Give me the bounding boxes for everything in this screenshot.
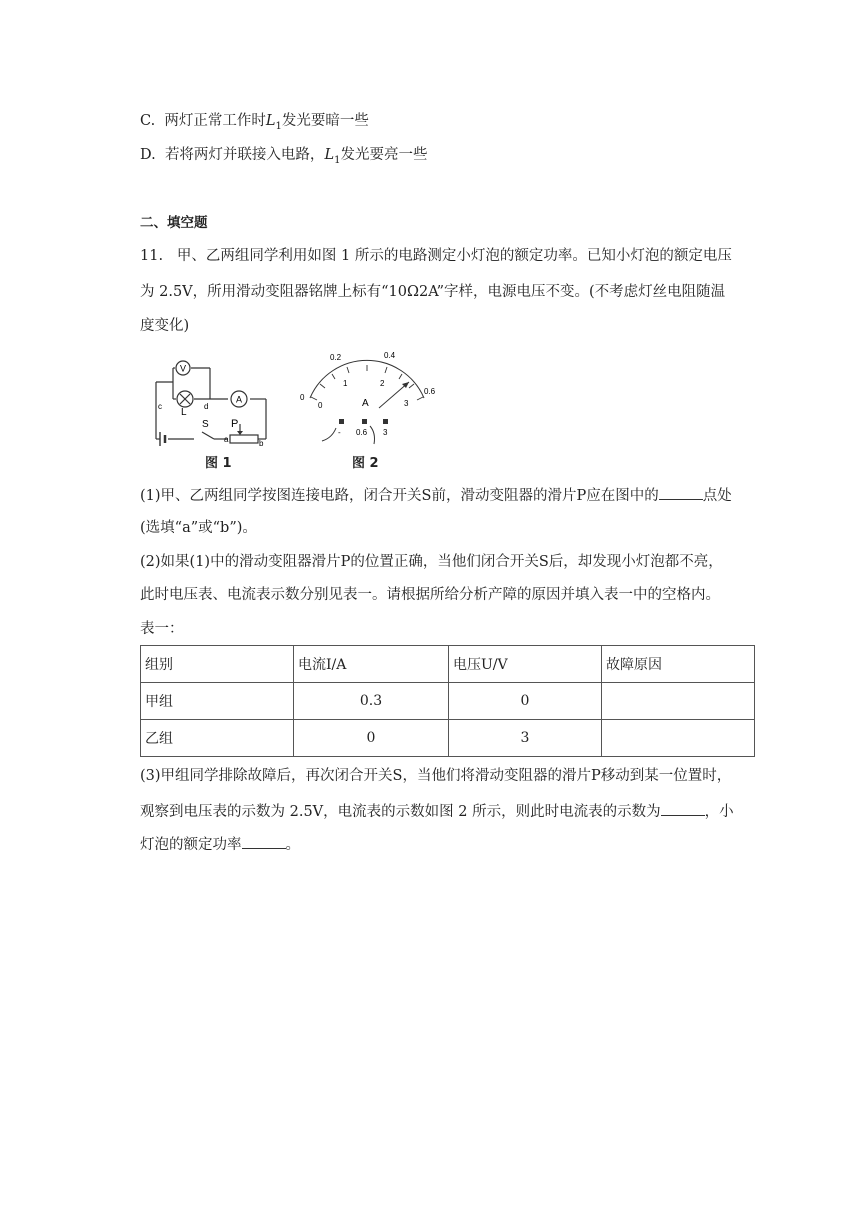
answer-blank-2[interactable] xyxy=(661,801,705,816)
ammeter-unit: A xyxy=(362,398,369,409)
option-d xyxy=(140,145,427,171)
table-cell-answer[interactable] xyxy=(602,720,755,757)
table-cell: 乙组 xyxy=(141,720,294,757)
scale-bottom-tick-3: 3 xyxy=(404,399,409,408)
part-1-line-1 xyxy=(140,485,732,506)
terminal-negative: - xyxy=(338,428,341,437)
part-3-line-1: (3)甲组同学排除故障后，再次闭合开关S，当他们将滑动变阻器的滑片P移动到某一位置时， xyxy=(140,768,732,784)
lamp-symbol: L xyxy=(324,147,335,163)
figure-2-caption: 图 2 xyxy=(352,456,379,471)
table-header: 组别 xyxy=(141,646,294,683)
lamp-subscript: 1 xyxy=(334,154,341,166)
node-c-label: c xyxy=(158,402,162,411)
terminal-3: 3 xyxy=(383,428,388,437)
section-title: 二、填空题 xyxy=(140,215,208,231)
table-header-row xyxy=(141,646,755,683)
ammeter-label: A xyxy=(235,394,243,405)
ammeter-dial xyxy=(292,348,442,448)
table-row xyxy=(141,720,755,757)
part-3-line-3 xyxy=(140,834,300,855)
table-header: 故障原因 xyxy=(602,646,755,683)
rheostat-end-a-label: a xyxy=(224,435,229,444)
slider-label: P xyxy=(231,418,239,430)
scale-top-tick-0.4: 0.4 xyxy=(384,351,396,360)
lamp-symbol: L xyxy=(265,113,276,129)
part-1-text: (1)甲、乙两组同学按图连接电路，闭合开关S前，滑动变阻器的滑片P应在图中的 xyxy=(140,488,659,504)
table-cell: 甲组 xyxy=(141,683,294,720)
question-intro-text-1: 甲、乙两组同学利用如图 1 所示的电路测定小灯泡的额定功率。已知小灯泡的额定电压 xyxy=(176,248,732,264)
part-2-line-1: (2)如果(1)中的滑动变阻器滑片P的位置正确，当他们闭合开关S后，却发现小灯泡都不亮， xyxy=(140,554,723,570)
circuit-diagram xyxy=(138,354,278,449)
part-1-text-end: 点处 xyxy=(702,488,732,504)
part-1-line-2: (选填“a”或“b”)。 xyxy=(140,520,257,536)
scale-top-tick-0.2: 0.2 xyxy=(330,353,342,362)
table-cell: 3 xyxy=(449,720,602,757)
scale-top-tick-0: 0 xyxy=(300,393,305,402)
part-2-line-2: 此时电压表、电流表示数分别见表一。请根据所给分析产障的原因并填入表一中的空格内。 xyxy=(140,587,720,603)
part-3-text-mid: ，小 xyxy=(704,804,734,820)
voltmeter-label: V xyxy=(179,363,187,374)
part-3-period: 。 xyxy=(285,837,300,853)
question-number: 11. xyxy=(140,248,164,264)
terminal-0.6: 0.6 xyxy=(356,428,368,437)
scale-bottom-tick-2: 2 xyxy=(380,379,385,388)
option-d-text-end: 发光要亮一些 xyxy=(340,147,428,163)
option-c-text: 两灯正常工作时 xyxy=(164,113,266,129)
answer-blank-3[interactable] xyxy=(242,834,286,849)
option-c-label: C. xyxy=(140,113,156,129)
option-c xyxy=(140,111,369,137)
table-label: 表一： xyxy=(140,621,184,637)
question-intro-1 xyxy=(140,246,732,266)
question-intro-3: 度变化) xyxy=(140,318,190,334)
part-3-text-end: 灯泡的额定功率 xyxy=(140,837,242,853)
figure-1-caption: 图 1 xyxy=(205,456,232,471)
table-row xyxy=(141,683,755,720)
table-cell-answer[interactable] xyxy=(602,683,755,720)
lamp-subscript: 1 xyxy=(275,120,282,132)
switch-label: S xyxy=(202,419,209,430)
option-d-label: D. xyxy=(140,147,156,163)
table-cell: 0 xyxy=(294,720,449,757)
option-c-text-end: 发光要暗一些 xyxy=(281,113,369,129)
part-3-line-2 xyxy=(140,801,734,822)
table-header: 电压U/V xyxy=(449,646,602,683)
scale-bottom-tick-0: 0 xyxy=(318,401,323,410)
scale-top-tick-0.6: 0.6 xyxy=(424,387,436,396)
table-header: 电流I/A xyxy=(294,646,449,683)
lamp-label: L xyxy=(181,407,187,418)
scale-bottom-tick-1: 1 xyxy=(343,379,348,388)
rheostat-end-b-label: b xyxy=(259,439,264,448)
fault-table xyxy=(140,645,755,757)
option-d-text: 若将两灯并联接入电路， xyxy=(164,147,325,163)
answer-blank-1[interactable] xyxy=(659,485,703,500)
node-d-label: d xyxy=(204,402,209,411)
table-cell: 0.3 xyxy=(294,683,449,720)
part-3-text: 观察到电压表的示数为 2.5V，电流表的示数如图 2 所示，则此时电流表的示数为 xyxy=(140,804,661,820)
table-cell: 0 xyxy=(449,683,602,720)
question-intro-2: 为 2.5V，所用滑动变阻器铭牌上标有“10Ω2A”字样，电源电压不变。(不考虑灯丝电阻随温 xyxy=(140,284,726,300)
